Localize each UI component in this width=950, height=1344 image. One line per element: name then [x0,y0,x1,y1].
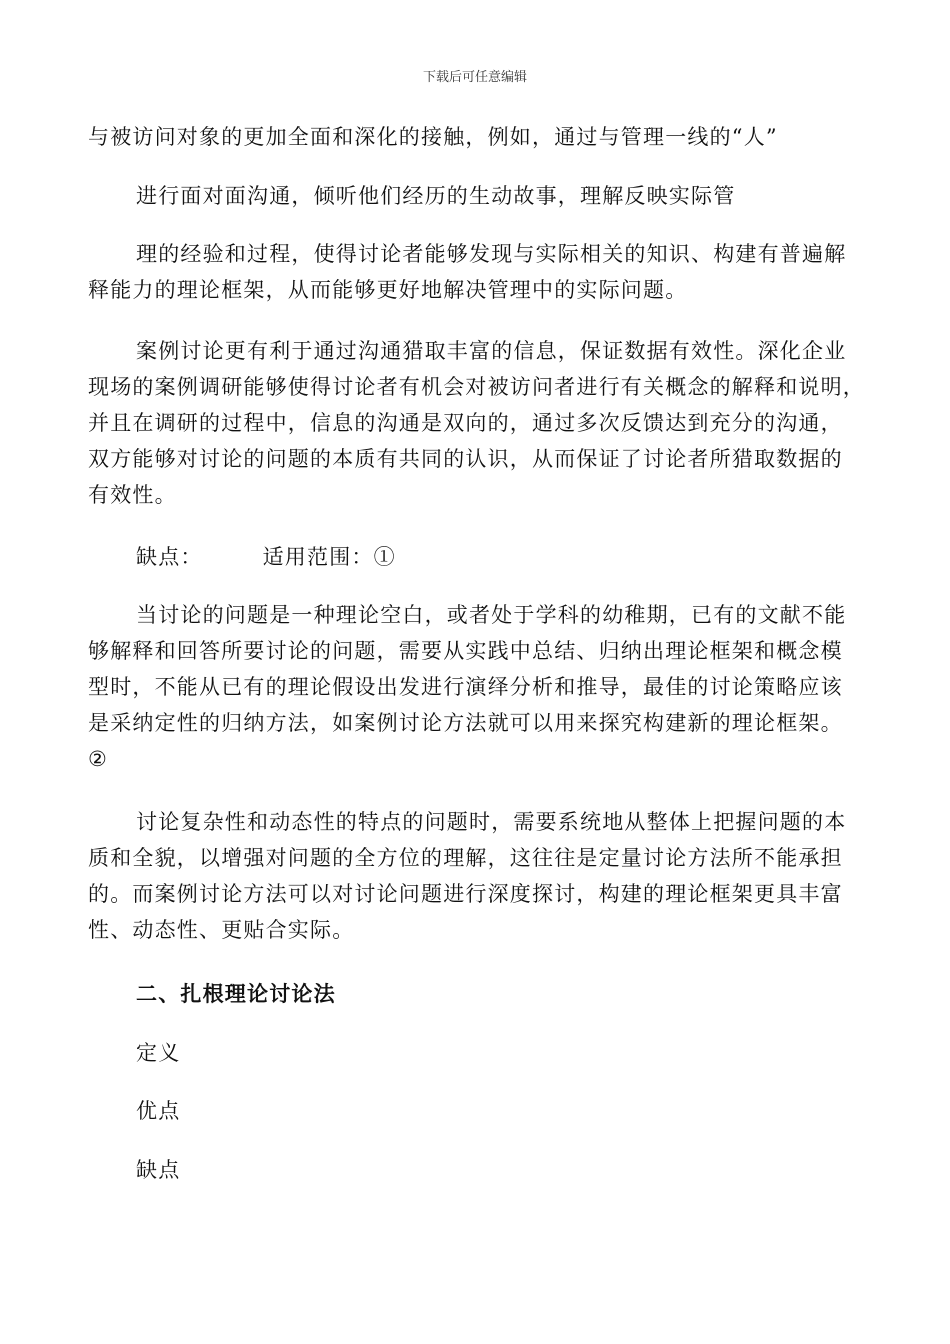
text-line: 型时，不能从已有的理论假设出发进行演绎分析和推导，最佳的讨论策略应该 [88,675,843,699]
paragraph-1 [88,119,858,155]
paragraph-6 [88,597,858,777]
shortcomings-label: 缺点： [136,545,203,569]
text-line: 性、动态性、更贴合实际。 [88,918,355,942]
text-line: 与被访问对象的更加全面和深化的接触，例如，通过与管理一线的“人” [88,125,778,149]
section-heading [88,976,858,1012]
text-line: 现场的案例调研能够使得讨论者有机会对被访问者进行有关概念的解释和说明， [88,375,865,399]
paragraph-2 [88,178,858,214]
text-line: 质和全貌，以增强对问题的全方位的理解，这往往是定量讨论方法所不能承担 [88,846,843,870]
text-line: 并且在调研的过程中，信息的沟通是双向的，通过多次反馈达到充分的沟通， [88,411,843,435]
text-line: 当讨论的问题是一种理论空白，或者处于学科的幼稚期，已有的文献不能 [136,603,847,627]
text-line: 案例讨论更有利于通过沟通猎取丰富的信息，保证数据有效性。深化企业 [136,339,847,363]
text-line: 的。而案例讨论方法可以对讨论问题进行深度探讨，构建的理论框架更具丰富 [88,882,843,906]
text-line: 双方能够对讨论的问题的本质有共同的认识，从而保证了讨论者所猎取数据的 [88,447,843,471]
text-line: 进行面对面沟通，倾听他们经历的生动故事，理解反映实际管 [136,184,736,208]
text-line [88,539,858,575]
paragraph-4 [88,333,865,513]
paragraph-5 [88,539,858,575]
text-line: ② [88,747,109,771]
list-item [88,1093,858,1129]
paragraph-3 [88,236,858,308]
text-line: 够解释和回答所要讨论的问题，需要从实践中总结、归纳出理论框架和概念模 [88,639,843,663]
scope-label: 适用范围：① [262,545,396,569]
heading-text: 二、扎根理论讨论法 [136,981,336,1006]
list-item [88,1152,858,1188]
text-line: 是采纳定性的归纳方法，如案例讨论方法就可以用来探究构建新的理论框架。 [88,711,843,735]
text-line: 释能力的理论框架，从而能够更好地解决管理中的实际问题。 [88,278,688,302]
list-item-label: 优点 [136,1099,181,1123]
list-item [88,1035,858,1071]
list-item-label: 定义 [136,1041,181,1065]
paragraph-7 [88,804,858,948]
text-line: 理的经验和过程，使得讨论者能够发现与实际相关的知识、构建有普遍解 [136,242,847,266]
page-header: 下载后可任意编辑 [422,70,527,85]
text-line: 讨论复杂性和动态性的特点的问题时，需要系统地从整体上把握问题的本 [136,810,847,834]
list-item-label: 缺点 [136,1158,181,1182]
text-line: 有效性。 [88,483,177,507]
